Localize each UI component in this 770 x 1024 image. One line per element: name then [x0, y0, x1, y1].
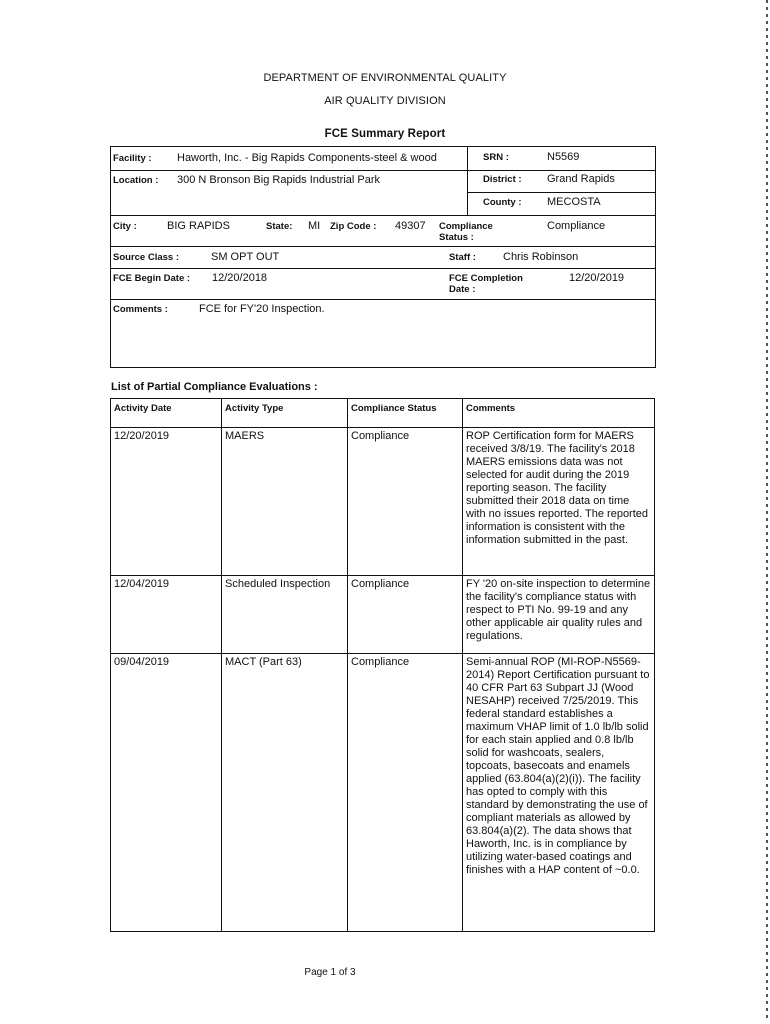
- table-header-row: [111, 399, 655, 428]
- division-heading: AIR QUALITY DIVISION: [324, 95, 446, 107]
- compliance-status-value: Compliance: [547, 220, 606, 232]
- facility-label: Facility :: [113, 153, 152, 164]
- column-header-activity-type: Activity Type: [222, 399, 348, 428]
- activity-date: 09/04/2019: [111, 654, 222, 932]
- activity-comments: Semi-annual ROP (MI-ROP-N5569-2014) Report Certification pursuant to 40 CFR Part 63 Subpart JJ (Wood NESAHP) received 7/25/2019. This federal standard establishes a maximum VHAP limit of 1.0 lb/lb solid for each stain applied and 0.8 lb/lb solid for washcoats, sealers, topcoats, basecoats and enamels applied (63.804(a)(2)(i)). The facility has opted to comply with this standard by demonstrating the use of compliant materials as allowed by 63.804(a)(2). The data shows that Haworth, Inc. is in compliance by utilizing water-based coatings and finishes with a HAP content of ~0.0.: [463, 654, 655, 932]
- source-class-label: Source Class :: [113, 252, 179, 263]
- department-heading: DEPARTMENT OF ENVIRONMENTAL QUALITY: [263, 72, 507, 84]
- staff-value: Chris Robinson: [503, 251, 579, 263]
- location-label: Location :: [113, 175, 159, 186]
- compliance-status: Compliance: [348, 428, 463, 576]
- district-label: District :: [483, 174, 522, 185]
- district-value: Grand Rapids: [547, 173, 615, 185]
- comments-label: Comments :: [113, 304, 168, 315]
- county-label: County :: [483, 197, 522, 208]
- column-header-activity-date: Activity Date: [111, 399, 222, 428]
- city-label: City :: [113, 221, 137, 232]
- activity-comments: FY '20 on-site inspection to determine the facility's compliance status with respect to PTI No. 99-19 and any other applicable air quality rules and regulations.: [463, 576, 655, 654]
- activity-date: 12/04/2019: [111, 576, 222, 654]
- staff-label: Staff :: [449, 252, 476, 263]
- comments-value: FCE for FY'20 Inspection.: [199, 303, 325, 315]
- facility-value: Haworth, Inc. - Big Rapids Components-steel & wood: [177, 152, 437, 164]
- zip-label: Zip Code :: [330, 221, 377, 232]
- pce-table: [110, 398, 655, 932]
- county-value: MECOSTA: [547, 196, 601, 208]
- table-row: [111, 576, 655, 654]
- activity-type: MACT (Part 63): [222, 654, 348, 932]
- page-number: Page 1 of 3: [304, 967, 356, 978]
- compliance-status: Compliance: [348, 654, 463, 932]
- column-header-comments: Comments: [463, 399, 655, 428]
- srn-label: SRN :: [483, 152, 509, 163]
- city-value: BIG RAPIDS: [167, 220, 230, 232]
- table-row: [111, 428, 655, 576]
- table-row: [111, 654, 655, 932]
- begin-date-value: 12/20/2018: [212, 272, 268, 284]
- scan-edge-line: [766, 0, 768, 1020]
- activity-type: Scheduled Inspection: [222, 576, 348, 654]
- completion-date-value: 12/20/2019: [569, 272, 625, 284]
- column-header-compliance-status: Compliance Status: [348, 399, 463, 428]
- report-title: FCE Summary Report: [324, 128, 446, 140]
- compliance-status-label: Compliance Status :: [439, 221, 493, 243]
- state-label: State:: [266, 221, 293, 232]
- compliance-status: Compliance: [348, 576, 463, 654]
- source-class-value: SM OPT OUT: [211, 251, 280, 263]
- zip-value: 49307: [395, 220, 426, 232]
- activity-type: MAERS: [222, 428, 348, 576]
- begin-date-label: FCE Begin Date :: [113, 273, 191, 284]
- state-value: MI: [308, 220, 321, 232]
- completion-date-label: FCE Completion Date :: [449, 273, 523, 295]
- activity-comments: ROP Certification form for MAERS received 3/8/19. The facility's 2018 MAERS emissions data was not selected for audit during the 2019 reporting season. The facility submitted their 2018 data on time with no issues reported. The reported information is consistent with the information submitted in the past.: [463, 428, 655, 576]
- location-value: 300 N Bronson Big Rapids Industrial Park: [177, 174, 380, 186]
- srn-value: N5569: [547, 151, 580, 163]
- activity-date: 12/20/2019: [111, 428, 222, 576]
- pce-section-title: List of Partial Compliance Evaluations :: [111, 381, 318, 393]
- summary-box: [110, 146, 656, 368]
